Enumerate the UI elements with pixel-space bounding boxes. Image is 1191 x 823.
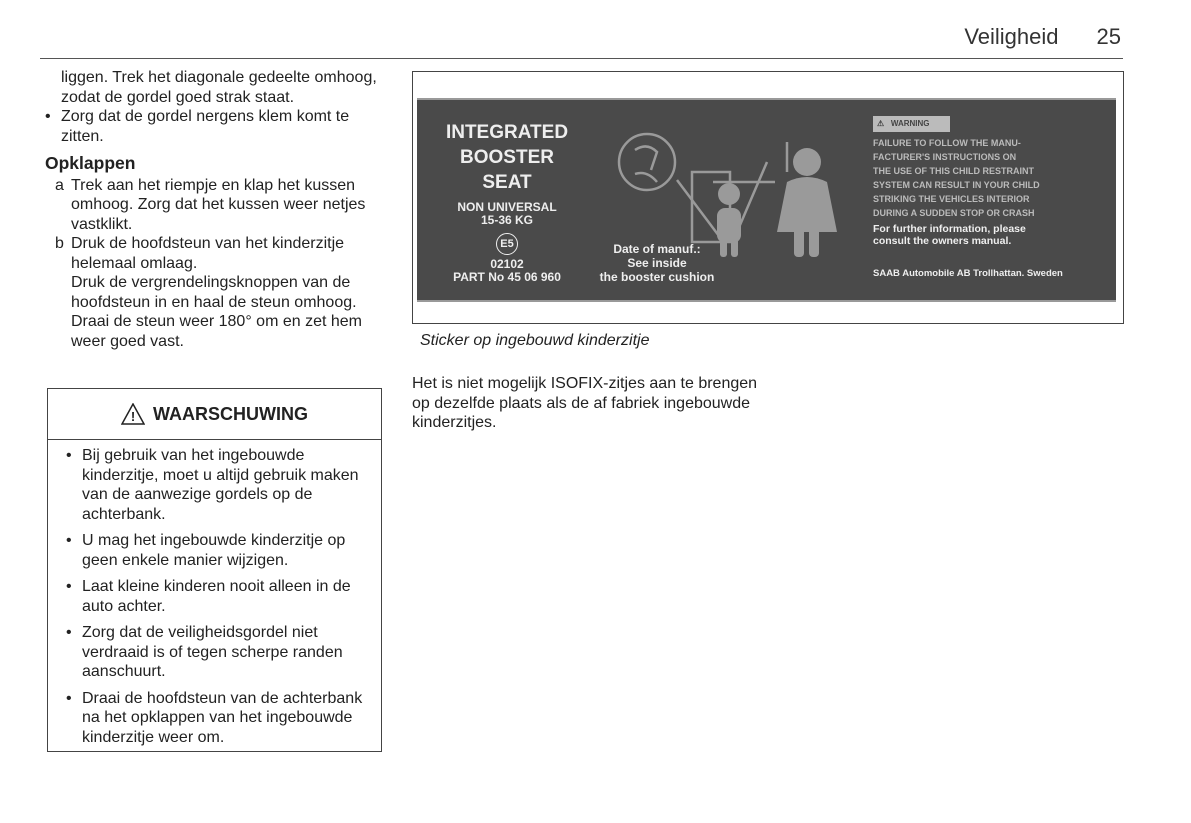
- step-b: b Druk de hoofdsteun van het kinderzitje helemaal omlaag. Druk de vergrendelingsknoppen van de hoofdsteun in en haal de steun omhoog. Draai de steun weer 180° om en zet hem weer goed vast.: [55, 235, 362, 350]
- sticker-left: INTEGRATED BOOSTER SEAT NON UNIVERSAL 15-36 KG E5 02102 PART No 45 06 960: [445, 122, 569, 284]
- figure-caption: Sticker op ingebouwd kinderzitje: [420, 332, 650, 349]
- left-column: [45, 68, 385, 351]
- section-heading: Opklappen: [45, 153, 136, 173]
- section-title: Veiligheid: [964, 24, 1059, 49]
- seat-pictogram-icon: [617, 122, 857, 257]
- warning-item: • Bij gebruik van het ingebouwde kinderzitje, moet u altijd gebruik maken van de aanwezige gordels op de achterbank.: [66, 446, 363, 524]
- warning-tag: ⚠ WARNING: [873, 116, 950, 132]
- sticker-warning: ⚠ WARNING FAILURE TO FOLLOW THE MANU- FACTURER'S INSTRUCTIONS ON THE USE OF THIS CHILD RESTRAINT SYSTEM CAN RESULT IN YOUR CHILD STRIKING THE VEHICLES INTERIOR DURING A SUDDEN STOP OR CRASH For further information, please consult the owners manual. SAAB Automobile AB Trollhattan. Sweden: [873, 116, 1103, 281]
- warning-header: [48, 389, 381, 440]
- page-number: 25: [1096, 24, 1121, 49]
- header-rule: [40, 58, 1123, 59]
- page-header: [964, 24, 1121, 50]
- warning-title: WAARSCHUWING: [153, 403, 308, 424]
- warning-item: • Zorg dat de veiligheidsgordel niet verdraaid is of tegen scherpe randen aanschuurt.: [66, 623, 363, 682]
- body-paragraph: Het is niet mogelijk ISOFIX-zitjes aan te brengen op dezelfde plaats als de af fabriek ingebouwde kinderzitjes.: [412, 375, 758, 431]
- svg-text:!: !: [130, 409, 136, 424]
- bullet-item: • Zorg dat de gordel nergens klem komt te zitten.: [45, 107, 385, 146]
- approval-mark-icon: E5: [496, 233, 518, 255]
- sticker-image: [417, 98, 1116, 302]
- warning-item: • Draai de hoofdsteun van de achterbank na het opklappen van het ingebouwde kinderzitje weer om.: [66, 689, 363, 748]
- warning-triangle-icon: [121, 403, 145, 425]
- intro-text: liggen. Trek het diagonale gedeelte omhoog, zodat de gordel goed strak staat.: [61, 69, 377, 106]
- manufacture-date-note: Date of manuf.: See inside the booster cushion: [599, 242, 715, 284]
- warning-box: [47, 388, 382, 752]
- warning-item: • Laat kleine kinderen nooit alleen in de auto achter.: [66, 577, 363, 616]
- sticker-figure: [412, 71, 1124, 324]
- step-a: a Trek aan het riempje en klap het kussen omhoog. Zorg dat het kussen weer netjes vastklikt.: [55, 176, 366, 233]
- warning-item: • U mag het ingebouwde kinderzitje op geen enkele manier wijzigen.: [66, 531, 363, 570]
